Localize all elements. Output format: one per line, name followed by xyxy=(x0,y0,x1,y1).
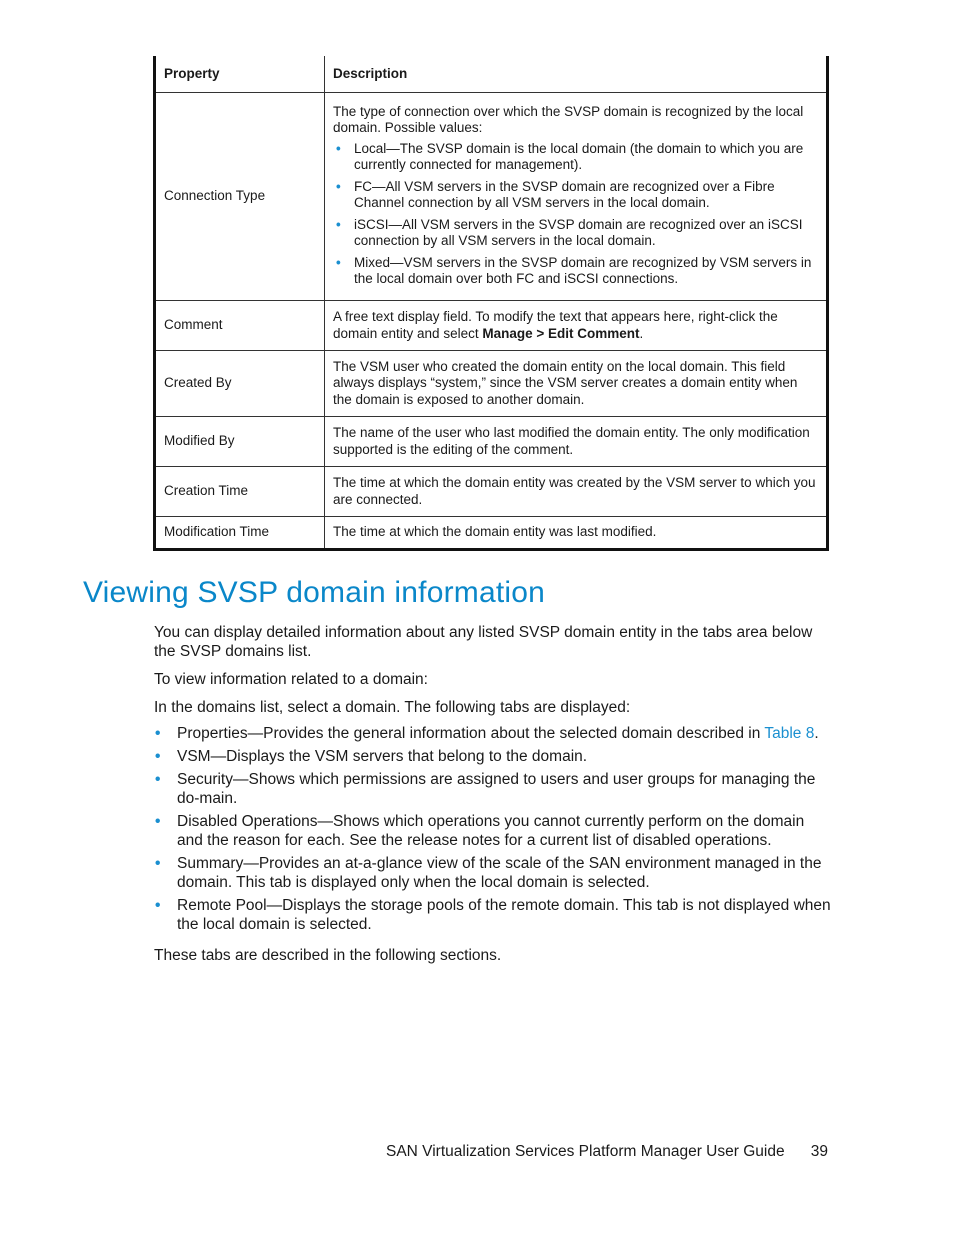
description-cell: The name of the user who last modified the domain entity. The only modification supported is the editing of the comment. xyxy=(325,417,828,467)
bullet-icon: • xyxy=(336,140,341,156)
list-item: • FC—All VSM servers in the SVSP domain are recognized over a Fibre Channel connection by all VSM servers in the local domain. xyxy=(336,178,775,210)
description-cell: The time at which the domain entity was created by the VSM server to which you are connected. xyxy=(325,467,828,517)
list-item: • Summary—Provides an at-a-glance view of the scale of the SAN environment managed in the domain. This tab is displayed only when the local domain is selected. xyxy=(155,855,822,891)
page-footer xyxy=(386,1143,828,1161)
table-8-link[interactable]: Table 8 xyxy=(764,725,815,742)
step-paragraph: In the domains list, select a domain. The following tabs are displayed: xyxy=(154,699,631,716)
property-cell: Modified By xyxy=(155,417,325,467)
header-property: Property xyxy=(155,56,325,93)
bullet-icon: • xyxy=(336,178,341,194)
bullet-icon: • xyxy=(155,813,161,830)
list-item: • Disabled Operations—Shows which operations you cannot currently perform on the domain and the reason for each. See the release notes for a current list of disabled operations. xyxy=(155,813,805,849)
table-row xyxy=(155,93,828,301)
list-item: • Local—The SVSP domain is the local domain (the domain to which you are currently connected for management). xyxy=(336,140,804,172)
bullet-icon: • xyxy=(155,855,161,872)
table-row xyxy=(155,351,828,417)
value-list xyxy=(333,141,818,288)
instruction-paragraph: To view information related to a domain: xyxy=(154,671,428,688)
description-cell: A free text display field. To modify the text that appears here, right-click the domain entity and select Manage > Edit Comment. xyxy=(325,301,828,351)
footer-title: SAN Virtualization Services Platform Manager User Guide xyxy=(386,1143,785,1160)
description-cell: The time at which the domain entity was last modified. xyxy=(325,517,828,550)
bullet-icon: • xyxy=(336,216,341,232)
property-cell: Created By xyxy=(155,351,325,417)
property-cell: Creation Time xyxy=(155,467,325,517)
property-cell: Comment xyxy=(155,301,325,351)
properties-table xyxy=(153,56,829,551)
list-item: • VSM—Displays the VSM servers that belong to the domain. xyxy=(155,748,588,765)
table-row xyxy=(155,301,828,351)
bullet-icon: • xyxy=(336,254,341,270)
page-number: 39 xyxy=(810,1143,828,1160)
list-item: • Mixed—VSM servers in the SVSP domain are recognized by VSM servers in the local domain over both FC and iSCSI connections. xyxy=(336,254,812,286)
table-header-row xyxy=(155,56,828,93)
description-cell: The VSM user who created the domain entity on the local domain. This field always displays “system,” since the VSM server creates a domain entity when the domain is exposed to another domain. xyxy=(325,351,828,417)
bullet-icon: • xyxy=(155,897,161,914)
intro-paragraph: You can display detailed information about any listed SVSP domain entity in the tabs area below the SVSP domains list. xyxy=(154,624,813,660)
list-item: • Properties—Provides the general information about the selected domain described in Table 8. xyxy=(155,725,819,742)
menu-path: Manage > Edit Comment xyxy=(482,325,640,341)
bullet-icon: • xyxy=(155,725,161,742)
list-item: • iSCSI—All VSM servers in the SVSP domain are recognized over an iSCSI connection by all VSM servers in the local domain. xyxy=(336,216,803,248)
description-text: The type of connection over which the SVSP domain is recognized by the local domain. Possible values: xyxy=(333,103,804,135)
section-title: Viewing SVSP domain information xyxy=(83,576,546,609)
tabs-list xyxy=(154,724,834,938)
bullet-icon: • xyxy=(155,771,161,788)
table-row xyxy=(155,517,828,550)
closing-paragraph: These tabs are described in the following sections. xyxy=(154,947,502,964)
list-item: • Security—Shows which permissions are assigned to users and user groups for managing the do-main. xyxy=(155,771,816,807)
property-cell: Connection Type xyxy=(155,93,325,301)
table-row xyxy=(155,417,828,467)
property-cell: Modification Time xyxy=(155,517,325,550)
description-cell xyxy=(325,93,828,301)
table-row xyxy=(155,467,828,517)
bullet-icon: • xyxy=(155,748,161,765)
list-item: • Remote Pool—Displays the storage pools of the remote domain. This tab is not displayed when the local domain is selected. xyxy=(155,897,831,933)
header-description: Description xyxy=(325,56,828,93)
